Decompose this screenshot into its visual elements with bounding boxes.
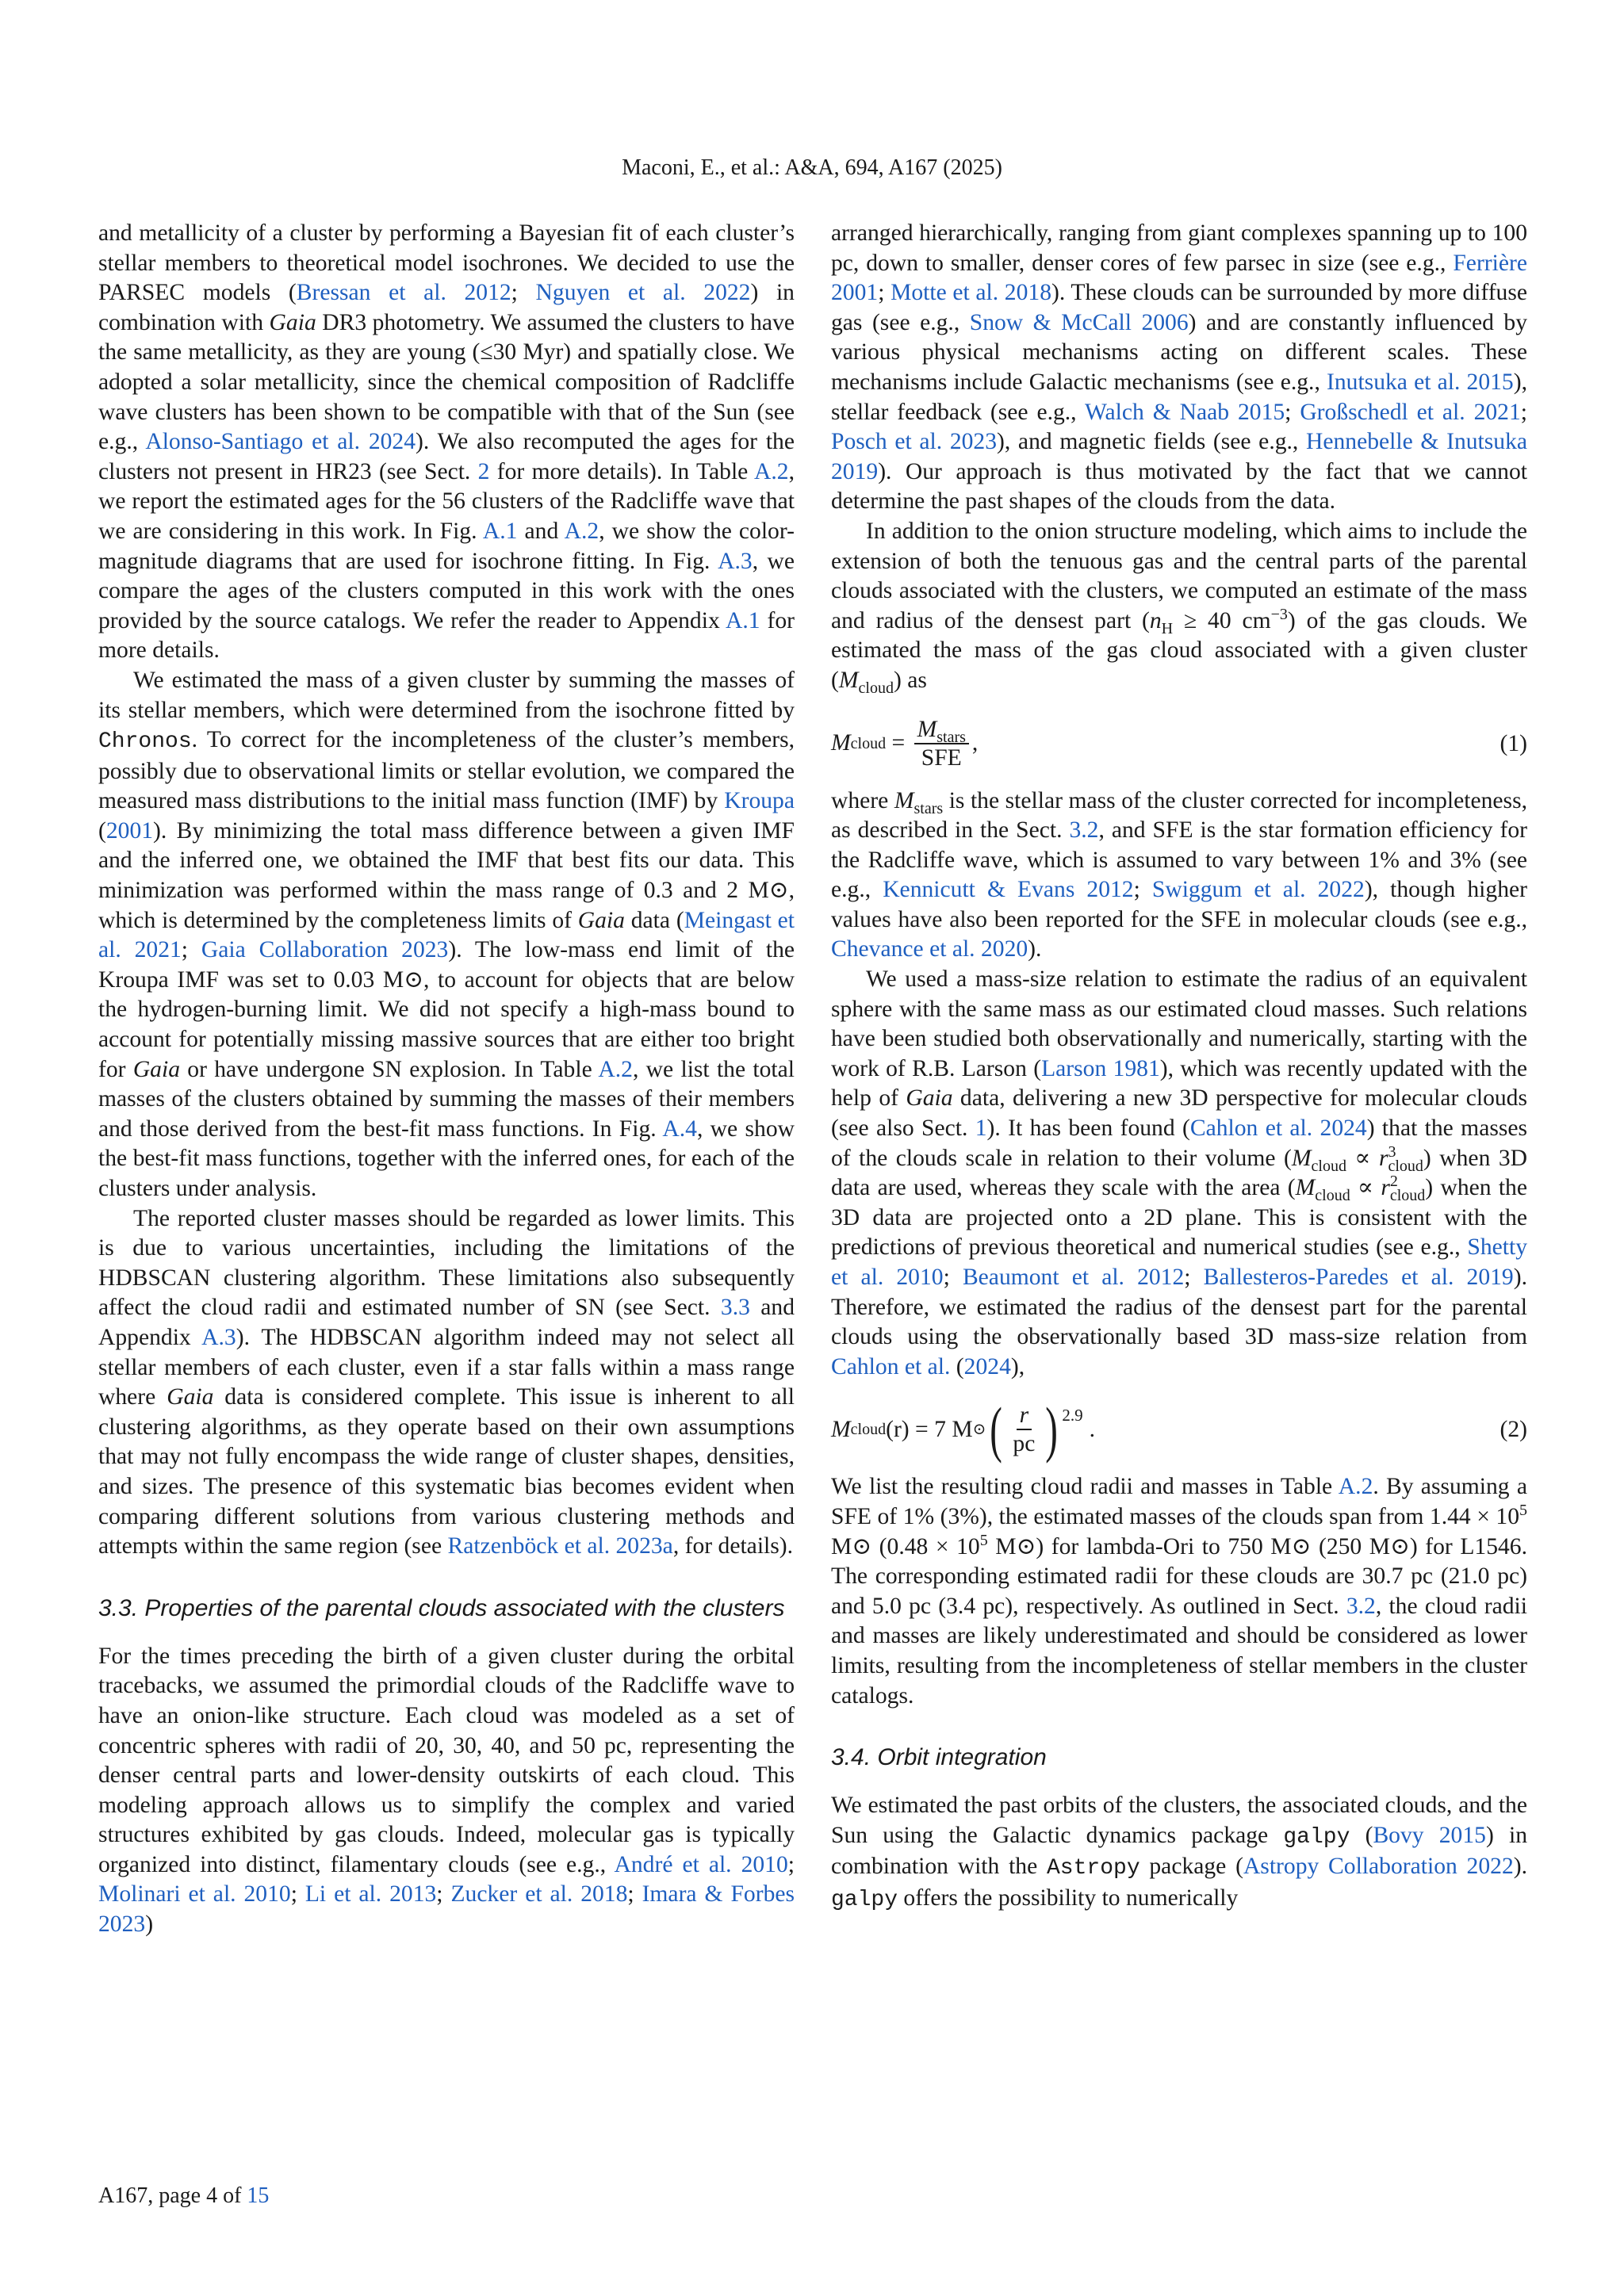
total-pages-link[interactable]: 15 [247, 2183, 270, 2208]
left-column [98, 219, 795, 1940]
citation-link[interactable]: Inutsuka et al. 2015 [1327, 369, 1514, 395]
section-link[interactable]: 3.2 [1069, 817, 1099, 844]
equation-number: (1) [1500, 730, 1527, 756]
citation-link[interactable]: Gaia Collaboration 2023 [201, 937, 449, 963]
citation-link[interactable]: Motte et al. 2018 [891, 280, 1051, 306]
appendix-link[interactable]: A.3 [201, 1324, 236, 1350]
right-column [831, 219, 1527, 1915]
citation-link[interactable]: Imara & Forbes 2023 [98, 1881, 795, 1938]
table-link[interactable]: A.2 [1338, 1474, 1373, 1500]
citation-link[interactable]: Posch et al. 2023 [831, 429, 998, 455]
figure-link[interactable]: A.1 [482, 518, 518, 544]
paragraph: We list the resulting cloud radii and masses in Table A.2. By assuming a SFE of 1% (3%), the estimated masses of the clouds span from $1.44 \times 10^5$ M⊙ ($0.48 \times 10^5$ M⊙) for lambda-Ori to 750 M⊙ (250 M⊙) for L1546. The corresponding estimated radii for these clouds are 30.7 pc (21.0 pc) and 5.0 pc (3.4 pc), respectively. As outlined in Sect. 3.2, the cloud radii and masses are likely underestimated and should be considered as lower limits, resulting from the incompleteness of stellar members in the cluster catalogs. [831, 1474, 1528, 1709]
table-link[interactable]: A.2 [754, 458, 789, 484]
citation-link[interactable]: Astropy Collaboration 2022 [1243, 1854, 1514, 1880]
citation-link[interactable]: Swiggum et al. 2022 [1151, 877, 1365, 903]
paragraph: We estimated the past orbits of the clusters, the associated clouds, and the Sun using the Galactic dynamics package galpy (Bovy 2015) in combination with the Astropy package (Astropy Collaboration 2022). galpy offers the possibility to numerically [831, 1793, 1528, 1912]
citation-link[interactable]: 2024 [963, 1353, 1011, 1380]
section-link[interactable]: 1 [975, 1115, 987, 1142]
paragraph: and metallicity of a cluster by performing a Bayesian fit of each cluster’s stellar members to theoretical model isochrones. We decided to use the PARSEC models (Bressan et al. 2012; Nguyen et al. 2022) in combination with Gaia DR3 photometry. We assumed the clusters to have the same metallicity, as they are young (≤30 Myr) and spatially close. We adopted a solar metallicity, since the chemical composition of Radcliffe wave clusters has been shown to be compatible with that of the Sun (see e.g., Alonso-Santiago et al. 2024). We also recomputed the ages for the clusters not present in HR23 (see Sect. 2 for more details). In Table A.2, we report the estimated ages for the 56 clusters of the Radcliffe wave that we are considering in this work. In Fig. A.1 and A.2, we show the color-magnitude diagrams that are used for isochrone fitting. In Fig. A.3, we compare the ages of the clusters computed in this work with the ones provided by the source catalogs. We refer the reader to Appendix A.1 for more details. [98, 220, 795, 664]
citation-link[interactable]: Cahlon et al. [831, 1353, 951, 1380]
citation-link[interactable]: Großschedl et al. 2021 [1300, 399, 1521, 425]
running-header: Maconi, E., et al.: A&A, 694, A167 (2025) [622, 155, 1002, 180]
citation-link[interactable]: Chevance et al. 2020 [831, 936, 1028, 962]
paragraph: arranged hierarchically, ranging from giant complexes spanning up to 100 pc, down to smaller, denser cores of few parsec in size (see e.g., Ferrière 2001; Motte et al. 2018). These clouds can be surrounded by more diffuse gas (see e.g., Snow & McCall 2006) and are constantly influenced by various physical mechanisms acting on different scales. These mechanisms include Galactic mechanisms (see e.g., Inutsuka et al. 2015), stellar feedback (see e.g., Walch & Naab 2015; Großschedl et al. 2021; Posch et al. 2023), and magnetic fields (see e.g., Hennebelle & Inutsuka 2019). Our approach is thus motivated by the fact that we cannot determine the past shapes of the clouds from the data. [831, 220, 1528, 515]
citation-link[interactable]: Li et al. 2013 [304, 1881, 437, 1908]
citation-link[interactable]: Walch & Naab 2015 [1084, 399, 1285, 425]
citation-link[interactable]: Alonso-Santiago et al. 2024 [145, 429, 416, 455]
equation-2: M cloud (r) = 7 M ⊙ ( $\frac{r}{pc}$ ) 2.9 . (2) [831, 1395, 1527, 1464]
section-heading: 3.4. Orbit integration [831, 1744, 1047, 1771]
citation-link[interactable]: André et al. 2010 [614, 1851, 788, 1877]
citation-link[interactable]: Kennicutt & Evans 2012 [883, 877, 1134, 903]
citation-link[interactable]: Larson 1981 [1041, 1055, 1160, 1081]
paragraph: We estimated the mass of a given cluster by summing the masses of its stellar members, which were determined from the isochrone fitted by Chronos. To correct for the incompleteness of the cluster’s members, possibly due to observational limits or stellar evolution, we compared the measured mass distributions to the initial mass function (IMF) by Kroupa (2001). By minimizing the total mass difference between a given IMF and the inferred one, we obtained the IMF that best fits our data. This minimization was performed within the mass range of 0.3 and 2 M⊙, which is determined by the completeness limits of Gaia data (Meingast et al. 2021; Gaia Collaboration 2023). The low-mass end limit of the Kroupa IMF was set to 0.03 M⊙, to account for objects that are below the hydrogen-burning limit. We did not specify a high-mass bound to account for potentially missing massive sources that are either too bright for Gaia or have undergone SN explosion. In Table A.2, we list the total masses of the clusters obtained by summing the masses of their members and those derived from the best-fit mass functions. In Fig. A.4, we show the best-fit mass functions, together with the inferred ones, for each of the clusters under analysis. [98, 667, 795, 1201]
citation-link[interactable]: Hennebelle & Inutsuka 2019 [831, 429, 1528, 484]
paragraph: For the times preceding the birth of a given cluster during the orbital tracebacks, we assumed the primordial clouds of the Radcliffe wave to have an onion-like structure. Each cloud was modeled as a set of concentric spheres with radii of 20, 30, 40, and 50 pc, representing the denser central parts and lower-density outskirts of each cloud. This modeling approach allows us to simplify the complex and varied structures exhibited by gas clouds. Indeed, molecular gas is typically organized into distinct, filamentary clouds (see e.g., André et al. 2010; Molinari et al. 2010; Li et al. 2013; Zucker et al. 2018; Imara & Forbes 2023) [98, 1643, 795, 1938]
section-heading: 3.3. Properties of the parental clouds associated with the clusters [98, 1594, 785, 1621]
citation-link[interactable]: Zucker et al. 2018 [450, 1881, 628, 1908]
citation-link[interactable]: Bressan et al. 2012 [296, 280, 511, 306]
citation-link[interactable]: Snow & McCall 2006 [969, 309, 1189, 335]
citation-link[interactable]: Bovy 2015 [1373, 1822, 1486, 1848]
section-link[interactable]: 3.3 [720, 1295, 750, 1321]
page-footer: A167, page 4 of 15 [98, 2183, 270, 2208]
fraction: $\frac{r}{pc}$ [1013, 1402, 1036, 1457]
paragraph: The reported cluster masses should be regarded as lower limits. This is due to various uncertainties, including the limitations of the HDBSCAN clustering algorithm. These limitations also subsequently affect the cloud radii and estimated number of SN (see Sect. 3.3 and Appendix A.3). The HDBSCAN algorithm indeed may not select all stellar members of each cluster, even if a star falls within a mass range where Gaia data is considered complete. This issue is inherent to all clustering algorithms, as they operate based on their own assumptions that may not fully encompass the wide range of cluster shapes, densities, and sizes. The presence of this systematic bias becomes evident when comparing different solutions from various clustering methods and attempts within the same region (see Ratzenböck et al. 2023a, for details). [98, 1205, 795, 1559]
citation-link[interactable]: Ratzenböck et al. 2023a [447, 1533, 673, 1559]
citation-link[interactable]: Ferrière 2001 [831, 250, 1527, 306]
paragraph: In addition to the onion structure modeling, which aims to include the extension of both the tenuous gas and the central parts of the parental clouds associated with the clusters, we computed an estimate of the mass and radius of the densest part ($n_H \ge 40$ $cm^{-3}$) of the gas clouds. We estimated the mass of the gas cloud associated with a given cluster $(M_{cloud})$ as [831, 518, 1527, 697]
fraction: $\frac{M_{stars}}{\text{SFE}}$ [914, 716, 969, 771]
citation-link[interactable]: 2001 [105, 817, 154, 844]
appendix-link[interactable]: A.1 [726, 607, 760, 633]
equation-number: (2) [1500, 1417, 1527, 1443]
figure-link[interactable]: A.4 [662, 1115, 697, 1142]
table-link[interactable]: A.2 [598, 1056, 633, 1082]
citation-link[interactable]: Shetty et al. 2010 [831, 1234, 1527, 1290]
figure-link[interactable]: A.3 [718, 548, 753, 574]
citation-link[interactable]: Beaumont et al. 2012 [962, 1265, 1185, 1290]
citation-link[interactable]: Nguyen et al. 2022 [535, 280, 751, 306]
equation-1: M cloud = $\frac{M_{stars}}{\text{SFE}}$ , (1) [831, 712, 1527, 775]
paragraph: We used a mass-size relation to estimate the radius of an equivalent sphere with the same mass as our estimated cloud masses. Such relations have been studied both observationally and numerically, starting with the work of R.B. Larson (Larson 1981), which was recently updated with the help of Gaia data, delivering a new 3D perspective for molecular clouds (see also Sect. 1). It has been found (Cahlon et al. 2024) that the masses of the clouds scale in relation to their volume $(M_{cloud} \propto r^3_{cloud})$ when 3D data are used, whereas they scale with the area $(M_{cloud} \propto r^2_{cloud})$ when the 3D data are projected onto a 2D plane. This is consistent with the predictions of previous theoretical and numerical studies (see e.g., Shetty et al. 2010; Beaumont et al. 2012; Ballesteros-Paredes et al. 2019). Therefore, we estimated the radius of the densest part for the parental clouds using the observationally based 3D mass-size relation from Cahlon et al. (2024), [831, 966, 1528, 1380]
citation-link[interactable]: Meingast et al. 2021 [98, 907, 795, 963]
citation-link[interactable]: Cahlon et al. 2024 [1189, 1115, 1367, 1142]
citation-link[interactable]: Molinari et al. 2010 [98, 1881, 291, 1908]
section-link[interactable]: 2 [477, 458, 490, 484]
section-link[interactable]: 3.2 [1346, 1593, 1376, 1619]
citation-link[interactable]: Kroupa [724, 788, 795, 814]
paragraph: where $M_{stars}$ is the stellar mass of the cluster corrected for incompleteness, as described in the Sect. 3.2, and SFE is the star formation efficiency for the Radcliffe wave, which is assumed to vary between 1% and 3% (see e.g., Kennicutt & Evans 2012; Swiggum et al. 2022), though higher values have also been reported for the SFE in molecular clouds (see e.g., Chevance et al. 2020). [831, 787, 1528, 962]
figure-link[interactable]: A.2 [564, 518, 599, 544]
citation-link[interactable]: Ballesteros-Paredes et al. 2019 [1203, 1265, 1514, 1290]
